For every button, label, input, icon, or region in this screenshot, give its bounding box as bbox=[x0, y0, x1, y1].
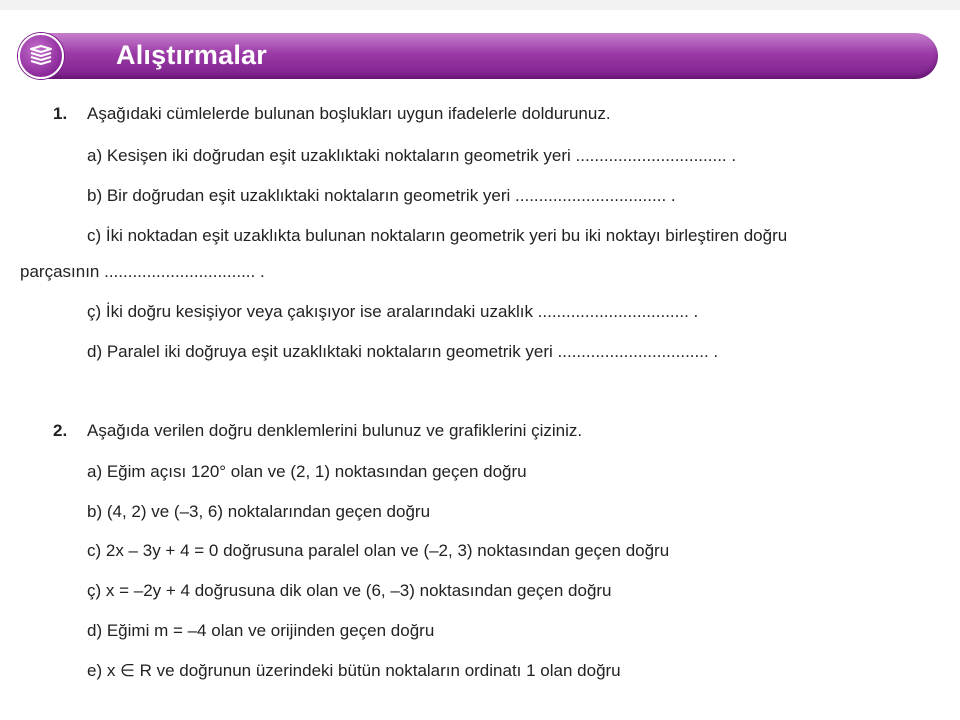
top-strip bbox=[0, 0, 960, 10]
exercise-1-item-b: b) Bir doğrudan eşit uzaklıktaki noktaların geometrik yeri ................................ . bbox=[87, 186, 676, 205]
stacked-books-icon bbox=[18, 33, 64, 79]
exercise-2-prompt: Aşağıda verilen doğru denklemlerini bulunuz ve grafiklerini çiziniz. bbox=[87, 421, 583, 440]
exercise-2-item-b: b) (4, 2) ve (–3, 6) noktalarından geçen doğru bbox=[87, 502, 431, 521]
exercise-2-item-c: c) 2x – 3y + 4 = 0 doğrusuna paralel olan ve (–2, 3) noktasından geçen doğru bbox=[87, 541, 670, 560]
exercise-2-item-d: d) Eğimi m = –4 olan ve orijinden geçen doğru bbox=[87, 621, 435, 640]
exercise-2-item-e: e) x ∈ R ve doğrunun üzerindeki bütün noktaların ordinatı 1 olan doğru bbox=[87, 661, 621, 680]
section-title: Alıştırmalar bbox=[116, 40, 267, 70]
exercise-2-item-a: a) Eğim açısı 120° olan ve (2, 1) noktasından geçen doğru bbox=[87, 462, 527, 481]
exercise-1-item-d: d) Paralel iki doğruya eşit uzaklıktaki noktaların geometrik yeri ................................ . bbox=[87, 342, 719, 361]
exercise-1-item-cc: ç) İki doğru kesişiyor veya çakışıyor ise aralarındaki uzaklık ................................ . bbox=[87, 302, 699, 321]
exercise-1-number: 1. bbox=[53, 104, 68, 123]
exercise-1-prompt: Aşağıdaki cümlelerde bulunan boşlukları uygun ifadelerle doldurunuz. bbox=[87, 104, 611, 123]
exercise-1-item-a: a) Kesişen iki doğrudan eşit uzaklıktaki noktaların geometrik yeri ................................ . bbox=[87, 146, 737, 165]
section-header bbox=[18, 33, 938, 79]
exercise-2-item-cc: ç) x = –2y + 4 doğrusuna dik olan ve (6, –3) noktasından geçen doğru bbox=[87, 581, 612, 600]
exercise-2-number: 2. bbox=[53, 421, 68, 440]
exercise-1-item-c: c) İki noktadan eşit uzaklıkta bulunan noktaların geometrik yeri bu iki noktayı birleştiren doğru bbox=[87, 226, 788, 245]
exercise-1-item-c-continued: parçasının ................................ . bbox=[20, 262, 265, 281]
